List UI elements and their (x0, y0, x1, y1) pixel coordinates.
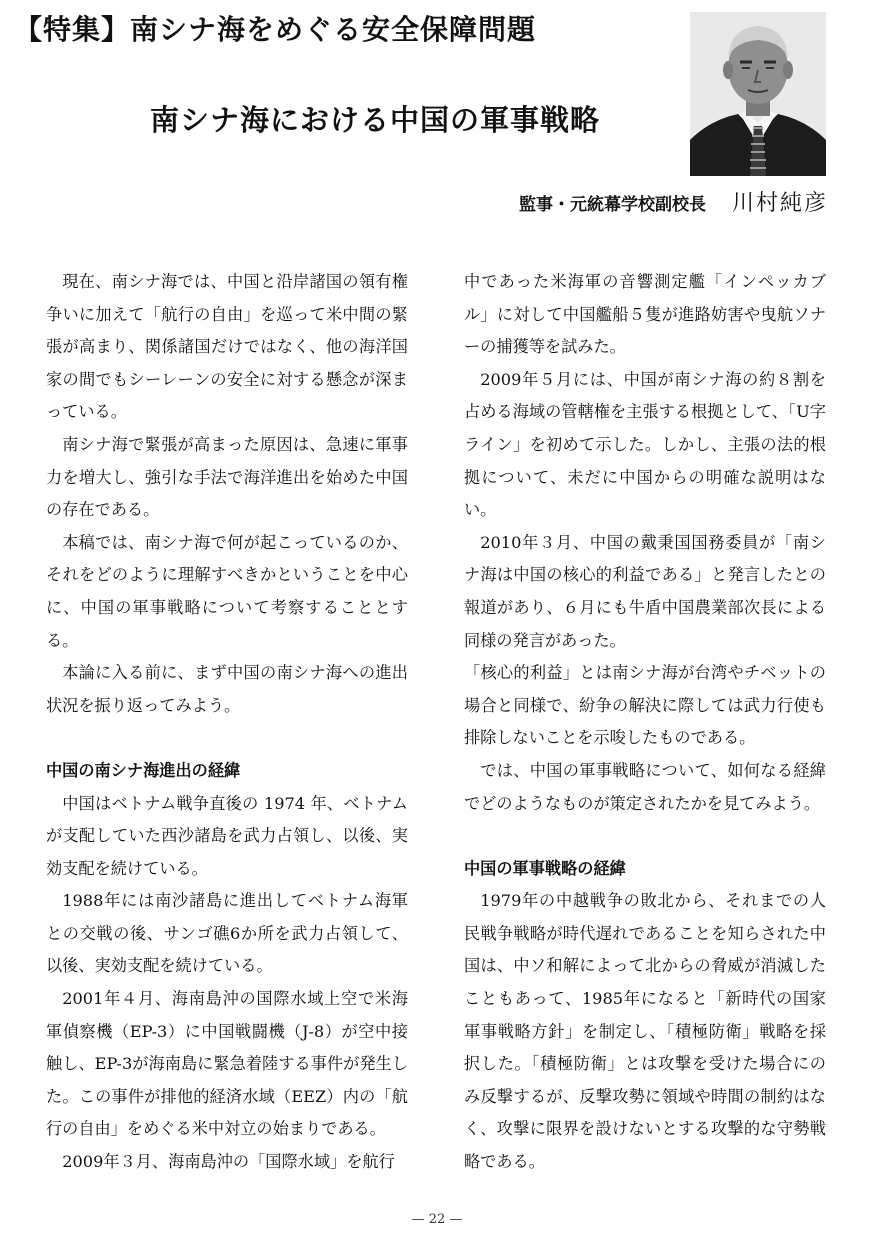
section-gap (46, 722, 408, 755)
left-column (46, 266, 408, 1179)
section-heading: 中国の南シナ海進出の経緯 (46, 760, 241, 780)
byline (519, 186, 828, 217)
author-role: 監事・元統幕学校副校長 (518, 195, 706, 215)
section-gap (464, 820, 826, 853)
article-title: 南シナ海における中国の軍事戦略 (150, 103, 601, 137)
paragraph: では、中国の軍事戦略について、如何なる経緯でどのようなものが策定されたかを見てみよう。 (464, 760, 826, 813)
author-name: 川村純彦 (731, 191, 828, 216)
paragraph: 中国はベトナム戦争直後の 1974 年、ベトナムが支配していた西沙諸島を武力占領し、以後、実効支配を続けている。 (46, 793, 408, 878)
paragraph: 南シナ海で緊張が高まった原因は、急速に軍事力を増大し、強引な手法で海洋進出を始めた中国の存在である。 (46, 434, 408, 520)
author-photo (690, 12, 826, 176)
paragraph: 2009年５月には、中国が南シナ海の約８割を占める海域の管轄権を主張する根拠として、「U字ライン」を初めて示した。しかし、主張の法的根拠について、未だに中国からの明確な説明はない。 (464, 369, 826, 520)
series-title: 【特集】南シナ海をめぐる安全保障問題 (14, 13, 537, 46)
paragraph: 2010年３月、中国の戴秉国国務委員が「南シナ海は中国の核心的利益である」と発言したとの報道があり、６月にも牛盾中国農業部次長による同様の発言があった。 (464, 532, 826, 650)
paragraph: 「核心的利益」とは南シナ海が台湾やチベットの場合と同様で、紛争の解決に際しては武力行使も排除しないことを示唆したものである。 (464, 663, 826, 748)
paragraph: 1979年の中越戦争の敗北から、それまでの人民戦争戦略が時代遅れであることを知らされた中国は、中ソ和解によって北からの脅威が消滅したこともあって、1985年になると「新時代の国家軍事戦略方針」を制定し、「積極防衛」戦略を採択した。「積極防衛」とは攻撃を受けた場合にのみ反撃するが、反撃攻勢に領域や時間の制約はなく、攻撃に限界を設けないとする攻撃的な守勢戦略である。 (464, 891, 826, 1172)
paragraph: 中であった米海軍の音響測定艦「インペッカブル」に対して中国艦船５隻が進路妨害や曳航ソナーの捕獲等を試みた。 (464, 272, 826, 357)
page-number: — 22 — (411, 1212, 463, 1227)
paragraph: 現在、南シナ海では、中国と沿岸諸国の領有権争いに加えて「航行の自由」を巡って米中間の緊張が高まり、関係諸国だけではなく、他の海洋国家の間でもシーレーンの安全に対する懸念が深まっている。 (46, 272, 408, 422)
right-column (464, 266, 826, 1179)
section-heading: 中国の軍事戦略の経緯 (464, 858, 626, 878)
paragraph: 2009年３月、海南島沖の「国際水域」を航行 (62, 1152, 395, 1172)
paragraph: 1988年には南沙諸島に進出してベトナム海軍との交戦の後、サンゴ礁6か所を武力占領して、以後、実効支配を続けている。 (46, 891, 408, 976)
paragraph: 2001年４月、海南島沖の国際水域上空で米海軍偵察機（EP-3）に中国戦闘機（J-8）が空中接触し、EP-3が海南島に緊急着陸する事件が発生した。この事件が排他的経済水域（EEZ）内の「航行の自由」をめぐる米中対立の始まりである。 (46, 989, 408, 1139)
paragraph: 本稿では、南シナ海で何が起こっているのか、それをどのように理解すべきかということを中心に、中国の軍事戦略について考察することとする。 (46, 532, 408, 650)
paragraph: 本論に入る前に、まず中国の南シナ海への進出状況を振り返ってみよう。 (46, 663, 408, 715)
